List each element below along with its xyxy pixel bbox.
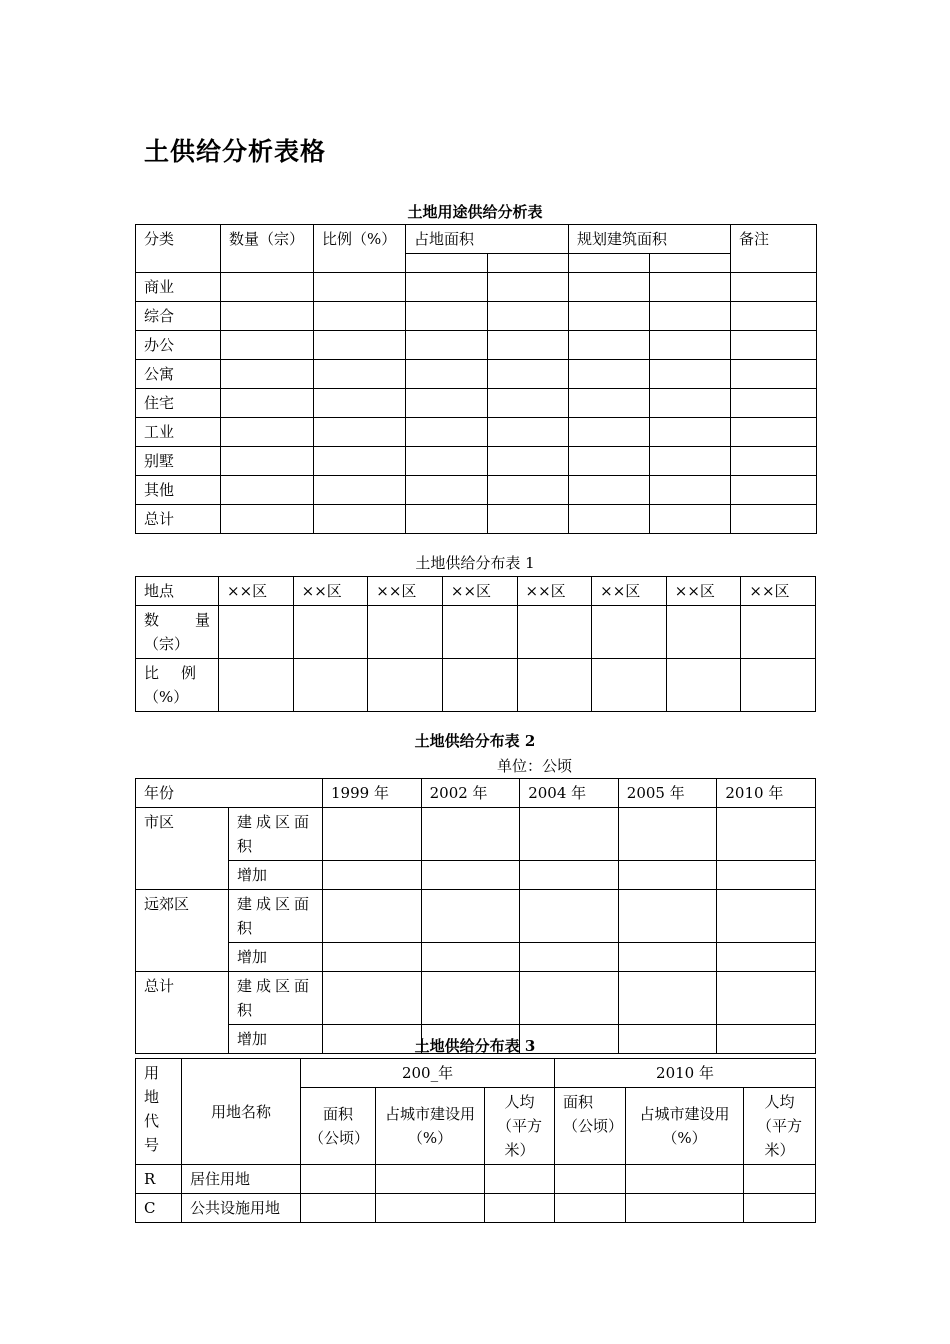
district-header: ××区 xyxy=(293,577,368,606)
empty-cell xyxy=(650,505,731,534)
empty-cell xyxy=(666,606,741,659)
empty-cell xyxy=(421,943,520,972)
code-cell: R xyxy=(136,1165,182,1194)
header-count: 数量（宗） xyxy=(221,225,314,273)
empty-cell xyxy=(323,890,422,943)
empty-cell xyxy=(314,447,406,476)
empty-cell xyxy=(314,331,406,360)
header-category: 分类 xyxy=(136,225,221,273)
empty-cell xyxy=(618,943,717,972)
district-header: ××区 xyxy=(666,577,741,606)
district-header: ××区 xyxy=(592,577,667,606)
empty-cell xyxy=(488,273,569,302)
built-area-label: 建成区面积 xyxy=(229,972,323,1025)
share-header: 占城市建设用（%） xyxy=(626,1088,744,1165)
table-row xyxy=(136,360,817,389)
per-capita-header: 人均（平方米） xyxy=(744,1088,816,1165)
row-label: 其他 xyxy=(136,476,221,505)
empty-cell xyxy=(520,890,619,943)
table-row xyxy=(136,861,816,890)
table-row xyxy=(136,505,817,534)
year-header: 2010 年 xyxy=(555,1059,816,1088)
empty-cell xyxy=(650,389,731,418)
empty-cell xyxy=(569,273,650,302)
empty-cell xyxy=(221,331,314,360)
increase-label: 增加 xyxy=(229,1025,323,1054)
empty-cell xyxy=(323,943,422,972)
area-header: 面积（公顷） xyxy=(555,1088,626,1165)
table-row xyxy=(136,943,816,972)
table-row xyxy=(136,331,817,360)
empty-cell xyxy=(221,360,314,389)
header-build-area: 规划建筑面积 xyxy=(569,225,731,254)
empty-cell xyxy=(592,606,667,659)
sub-cell xyxy=(488,254,569,273)
table-row xyxy=(136,418,817,447)
empty-cell xyxy=(520,943,619,972)
row-label: 综合 xyxy=(136,302,221,331)
empty-cell xyxy=(406,360,488,389)
table-row xyxy=(136,808,816,861)
empty-cell xyxy=(323,808,422,861)
table-row xyxy=(136,659,816,712)
empty-cell xyxy=(569,389,650,418)
empty-cell xyxy=(406,505,488,534)
empty-cell xyxy=(488,360,569,389)
empty-cell xyxy=(650,360,731,389)
header-land-area: 占地面积 xyxy=(406,225,569,254)
empty-cell xyxy=(569,360,650,389)
empty-cell xyxy=(221,273,314,302)
empty-cell xyxy=(221,476,314,505)
empty-cell xyxy=(650,331,731,360)
empty-cell xyxy=(406,331,488,360)
code-cell: C xyxy=(136,1194,182,1223)
header-row xyxy=(136,225,817,254)
built-area-label: 建成区面积 xyxy=(229,808,323,861)
empty-cell xyxy=(741,606,816,659)
row-label: 住宅 xyxy=(136,389,221,418)
land-supply-distribution-table-1 xyxy=(135,576,816,712)
empty-cell xyxy=(744,1194,816,1223)
empty-cell xyxy=(731,389,817,418)
table-row xyxy=(136,890,816,943)
group-label: 远郊区 xyxy=(136,890,229,972)
empty-cell xyxy=(406,389,488,418)
district-header: ××区 xyxy=(442,577,517,606)
empty-cell xyxy=(731,331,817,360)
year-header: 2002 年 xyxy=(421,779,520,808)
share-header: 占城市建设用（%） xyxy=(376,1088,485,1165)
empty-cell xyxy=(406,418,488,447)
empty-cell xyxy=(219,606,294,659)
empty-cell xyxy=(406,302,488,331)
row-label: 工业 xyxy=(136,418,221,447)
table1-caption: 土地用途供给分析表 xyxy=(407,203,543,221)
row-label-ratio: 比 例 （%） xyxy=(136,659,219,712)
year-header: 1999 年 xyxy=(323,779,422,808)
empty-cell xyxy=(517,659,592,712)
empty-cell xyxy=(569,331,650,360)
empty-cell xyxy=(293,659,368,712)
empty-cell xyxy=(314,505,406,534)
header-row xyxy=(136,779,816,808)
empty-cell xyxy=(717,808,816,861)
table2-caption: 土地供给分布表 1 xyxy=(415,554,535,572)
empty-cell xyxy=(731,505,817,534)
district-header: ××区 xyxy=(368,577,443,606)
empty-cell xyxy=(485,1194,555,1223)
group-label: 市区 xyxy=(136,808,229,890)
empty-cell xyxy=(488,302,569,331)
year-header: 2004 年 xyxy=(520,779,619,808)
empty-cell xyxy=(569,418,650,447)
empty-cell xyxy=(650,476,731,505)
empty-cell xyxy=(421,808,520,861)
table-row xyxy=(136,972,816,1025)
year-header: 2005 年 xyxy=(618,779,717,808)
row-label: 商业 xyxy=(136,273,221,302)
empty-cell xyxy=(323,861,422,890)
table-row xyxy=(136,606,816,659)
empty-cell xyxy=(731,302,817,331)
empty-cell xyxy=(520,972,619,1025)
empty-cell xyxy=(421,972,520,1025)
header-location: 地点 xyxy=(136,577,219,606)
empty-cell xyxy=(520,861,619,890)
empty-cell xyxy=(626,1194,744,1223)
empty-cell xyxy=(376,1165,485,1194)
table-row xyxy=(136,447,817,476)
row-label: 别墅 xyxy=(136,447,221,476)
empty-cell xyxy=(376,1194,485,1223)
empty-cell xyxy=(731,476,817,505)
sub-cell xyxy=(650,254,731,273)
empty-cell xyxy=(301,1165,376,1194)
empty-cell xyxy=(626,1165,744,1194)
table-row xyxy=(136,273,817,302)
district-header: ××区 xyxy=(517,577,592,606)
table4-caption: 土地供给分布表 3 xyxy=(414,1037,536,1055)
empty-cell xyxy=(618,890,717,943)
empty-cell xyxy=(731,447,817,476)
land-supply-distribution-table-3 xyxy=(135,1058,816,1223)
per-capita-header: 人均（平方米） xyxy=(485,1088,555,1165)
empty-cell xyxy=(442,606,517,659)
empty-cell xyxy=(731,418,817,447)
empty-cell xyxy=(569,505,650,534)
header-name: 用地名称 xyxy=(182,1059,301,1165)
area-header: 面积（公顷） xyxy=(301,1088,376,1165)
empty-cell xyxy=(485,1165,555,1194)
empty-cell xyxy=(592,659,667,712)
row-label: 公寓 xyxy=(136,360,221,389)
empty-cell xyxy=(221,302,314,331)
empty-cell xyxy=(618,972,717,1025)
name-cell: 公共设施用地 xyxy=(182,1194,301,1223)
year-header: 200_年 xyxy=(301,1059,555,1088)
empty-cell xyxy=(314,273,406,302)
district-header: ××区 xyxy=(741,577,816,606)
header-row xyxy=(136,577,816,606)
empty-cell xyxy=(520,808,619,861)
empty-cell xyxy=(717,943,816,972)
empty-cell xyxy=(666,659,741,712)
empty-cell xyxy=(221,389,314,418)
empty-cell xyxy=(650,302,731,331)
empty-cell xyxy=(488,418,569,447)
empty-cell xyxy=(744,1165,816,1194)
empty-cell xyxy=(731,360,817,389)
empty-cell xyxy=(406,273,488,302)
empty-cell xyxy=(301,1194,376,1223)
increase-label: 增加 xyxy=(229,943,323,972)
empty-cell xyxy=(717,972,816,1025)
empty-cell xyxy=(555,1194,626,1223)
empty-cell xyxy=(421,861,520,890)
empty-cell xyxy=(406,476,488,505)
table3-caption: 土地供给分布表 2 xyxy=(414,732,536,750)
year-header: 2010 年 xyxy=(717,779,816,808)
empty-cell xyxy=(314,476,406,505)
row-label: 办公 xyxy=(136,331,221,360)
header-year: 年份 xyxy=(136,779,323,808)
empty-cell xyxy=(221,505,314,534)
empty-cell xyxy=(314,418,406,447)
empty-cell xyxy=(618,861,717,890)
empty-cell xyxy=(421,890,520,943)
empty-cell xyxy=(221,447,314,476)
page-title: 土供给分析表格 xyxy=(144,137,327,166)
table-row xyxy=(136,302,817,331)
header-row xyxy=(136,1059,816,1088)
empty-cell xyxy=(442,659,517,712)
table-row xyxy=(136,476,817,505)
empty-cell xyxy=(488,476,569,505)
empty-cell xyxy=(555,1165,626,1194)
empty-cell xyxy=(219,659,294,712)
table-row xyxy=(136,1165,816,1194)
header-ratio: 比例（%） xyxy=(314,225,406,273)
unit-label: 单位：公顷 xyxy=(497,757,573,775)
header-note: 备注 xyxy=(731,225,817,273)
row-label: 总计 xyxy=(136,505,221,534)
row-label-count: 数 量 （宗） xyxy=(136,606,219,659)
empty-cell xyxy=(650,273,731,302)
empty-cell xyxy=(314,360,406,389)
name-cell: 居住用地 xyxy=(182,1165,301,1194)
empty-cell xyxy=(618,808,717,861)
empty-cell xyxy=(741,659,816,712)
empty-cell xyxy=(293,606,368,659)
header-code: 用地代号 xyxy=(136,1059,182,1165)
empty-cell xyxy=(569,302,650,331)
land-supply-distribution-table-2 xyxy=(135,778,816,1054)
empty-cell xyxy=(731,273,817,302)
land-use-supply-table xyxy=(135,224,817,534)
empty-cell xyxy=(314,389,406,418)
built-area-label: 建成区面积 xyxy=(229,890,323,943)
table-row xyxy=(136,1194,816,1223)
empty-cell xyxy=(221,418,314,447)
empty-cell xyxy=(314,302,406,331)
empty-cell xyxy=(650,418,731,447)
empty-cell xyxy=(650,447,731,476)
empty-cell xyxy=(406,447,488,476)
sub-cell xyxy=(406,254,488,273)
empty-cell xyxy=(517,606,592,659)
empty-cell xyxy=(569,447,650,476)
increase-label: 增加 xyxy=(229,861,323,890)
empty-cell xyxy=(569,476,650,505)
empty-cell xyxy=(488,331,569,360)
empty-cell xyxy=(488,447,569,476)
empty-cell xyxy=(717,861,816,890)
group-label: 总计 xyxy=(136,972,229,1054)
empty-cell xyxy=(717,890,816,943)
empty-cell xyxy=(368,659,443,712)
empty-cell xyxy=(488,389,569,418)
sub-cell xyxy=(569,254,650,273)
empty-cell xyxy=(323,972,422,1025)
table-row xyxy=(136,389,817,418)
district-header: ××区 xyxy=(219,577,294,606)
empty-cell xyxy=(368,606,443,659)
empty-cell xyxy=(488,505,569,534)
